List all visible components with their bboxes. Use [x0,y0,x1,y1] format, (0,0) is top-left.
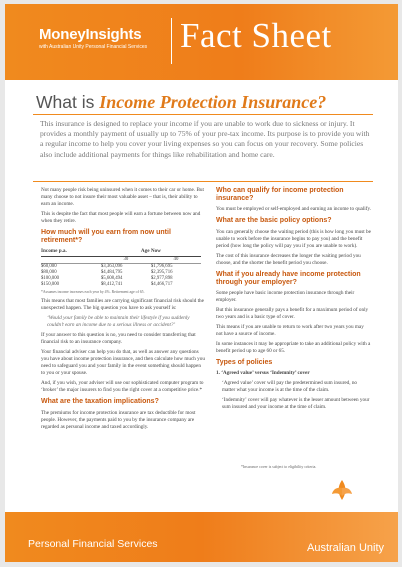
body-paragraph: The cost of this insurance decreases the longer the waiting period you choose, and the shorter the benefit period you choose. [216,252,361,266]
australian-unity-logo-icon [331,478,353,508]
body-paragraph: You must be employed or self-employed and earning an income to qualify. [216,206,372,213]
table-cell: $150,000 [41,282,59,288]
table-cell: $4,466,717 [150,282,173,288]
brand-name: MoneyInsights [39,26,142,43]
page-title: Fact Sheet [180,16,332,55]
intro-rule [33,181,373,182]
body-paragraph: In some instances it may be appropriate to take an additional policy with a benefit period up to age 60 or 65. [216,341,371,355]
table-header: Age Now [101,248,201,257]
body-paragraph: Some people have basic income protection insurance through their employer. [216,290,355,304]
left-column [41,187,205,434]
policy-type-item [216,370,371,377]
footer-banner [5,512,398,562]
footer-brand: Australian Unity [307,542,385,554]
fact-sheet-page [5,4,398,562]
table-cell: 30 [101,257,151,264]
table-cell: $3,363,096 [100,264,123,270]
section-heading: Who can qualify for income protection insurance? [216,187,344,203]
table-row [41,282,201,288]
table-cell: $2,395,716 [150,270,173,276]
right-column [216,187,371,414]
table-cell: $80,000 [41,270,57,276]
pull-quote: ‘Would your family be able to maintain their lifestyle if you suddenly couldn’t earn an income due to a serious illness or accident?’ [47,315,190,329]
headline-rule [33,114,373,115]
headline [36,92,326,113]
table-cell: $2,977,898 [150,276,173,282]
earnings-table [41,248,201,288]
table-cell: $5,608,494 [100,276,123,282]
headline-prefix: What is [36,92,100,112]
body-paragraph: Not many people risk being uninsured when it comes to their car or home. But many choose to not insure their most valuable asset – that is, their ability to earn an income. [41,187,204,207]
table-header: Income p.a. [41,248,101,257]
body-paragraph: If your answer to this question is no, you need to consider transferring that financial risk to an insurance company. [41,332,196,346]
body-paragraph: But this insurance generally pays a benefit for a maximum period of only two years and is a basic type of cover. [216,307,369,321]
table-cell: $4,484,795 [100,270,123,276]
section-heading: What are the basic policy options? [216,217,332,225]
body-paragraph: You can generally choose the waiting period (this is how long you must be unable to work before the insurance begins to pay you) and the benefit period (how long the policy will pay you if you are unable to work). [216,228,371,249]
body-paragraph: The premiums for income protection insurance are tax deductible for most people. However, the payments paid to you by the insurance company are regarded as personal income and taxed accordingly. [41,409,196,430]
footer-service-name: Personal Financial Services [28,538,158,550]
body-paragraph: Your financial adviser can help you do that, as well as answer any questions you have about income protection insurance, and then calculate how much you need to safeguard you and your family in the event something should happen to you or your spouse. [41,349,205,377]
table-cell: $60,000 [41,264,57,270]
policy-type-label: 1. ‘Agreed value’ versus ‘Indemnity’ cover [216,370,310,377]
body-paragraph: This means if you are unable to return to work after two years you may not have a source of income. [216,324,364,338]
table-note: *Assumes income increases each year by 4%. Retirement age of 65. [41,290,145,295]
section-heading: How much will you earn from now until retirement*? [41,229,171,245]
table-cell: $1,796,695 [150,264,173,270]
table-cell [41,257,101,264]
intro-paragraph: This insurance is designed to replace your income if you are unable to work due to sickness or injury. It provides a monthly payment of usually up to 75% of your pre-tax income. Its purpose is to provide you with a regular income to help you cover your living expenses so you can focus on your recovery. Some policies also include additional payments for things like rehabilitation and home care. [40,119,370,159]
table-cell: 40 [151,257,201,264]
body-paragraph: This means that most families are carrying significant financial risk should the unexpected happen. The big question you have to ask yourself is: [41,298,204,312]
body-paragraph: This is despite the fact that most people will earn a fortune between now and when they retire. [41,211,201,224]
section-heading: Types of policies [216,359,273,367]
body-paragraph: And, if you wish, your adviser will use our sophisticated computer program to ‘broker’ the major insurers to find you the right cover at a competitive price.* [41,380,204,394]
headline-emphasis: Income Protection Insurance? [99,92,327,112]
brand-logo [39,26,147,50]
section-heading: What if you already have income protection through your employer? [216,270,361,286]
header-banner [5,4,398,80]
eligibility-footnote: *Insurance cover is subject to eligibility criteria. [241,465,317,469]
table-cell: $100,000 [41,276,59,282]
header-divider [171,18,172,64]
body-paragraph: ‘Agreed value’ cover will pay the predetermined sum insured, no matter what your income is at the time of the claim. [222,380,358,394]
brand-subtitle: with Australian Unity Personal Financial Services [39,44,148,50]
body-paragraph: ‘Indemnity’ cover will pay whatever is the lesser amount between your sum insured and your income at the time of claim. [222,397,370,411]
section-heading: What are the taxation implications? [41,398,159,406]
table-cell: $8,412,741 [100,282,123,288]
